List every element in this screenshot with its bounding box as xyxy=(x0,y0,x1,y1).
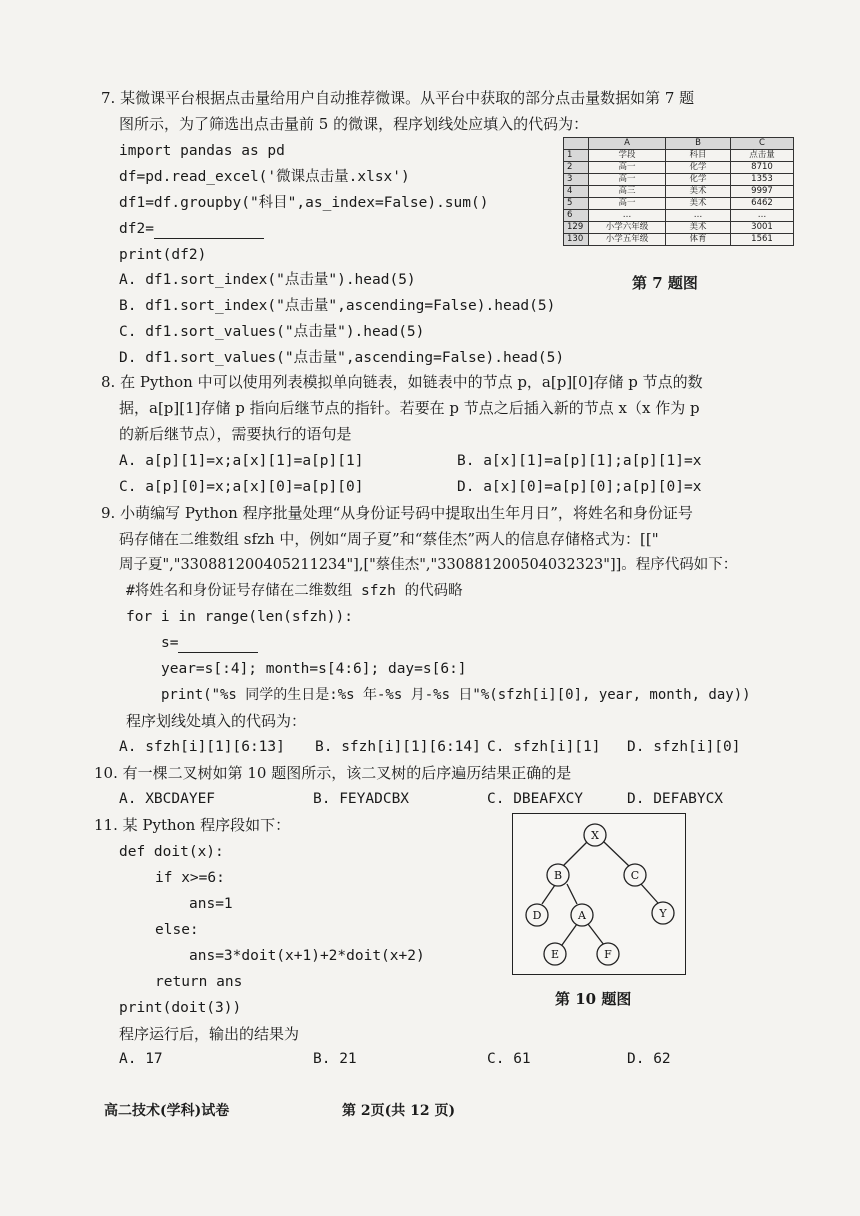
q11-code-if: if x>=6: xyxy=(155,870,225,886)
q10-figure-caption: 第 10 题图 xyxy=(555,990,632,1008)
table-row xyxy=(564,234,794,246)
cell: 美术 xyxy=(666,222,731,234)
row-number: 130 xyxy=(564,234,589,246)
q7-option-d: D. df1.sort_values("点击量",ascending=False).head(5) xyxy=(119,350,565,366)
q11-code-ans1: ans=1 xyxy=(189,896,233,912)
row-number: 1 xyxy=(564,150,589,162)
answer-blank xyxy=(154,222,264,239)
q9-code-for: for i in range(len(sfzh)): xyxy=(126,609,353,625)
q7-option-c: C. df1.sort_values("点击量").head(5) xyxy=(119,324,425,340)
col-header: B xyxy=(666,138,731,150)
q7-code-2: df=pd.read_excel('微课点击量.xlsx') xyxy=(119,169,410,185)
cell: 小学五年级 xyxy=(589,234,666,246)
cell: … xyxy=(666,210,731,222)
q9-option-d: D. sfzh[i][0] xyxy=(627,739,741,755)
q11-code-return: return ans xyxy=(155,974,243,990)
q8-option-c: C. a[p][0]=x;a[x][0]=a[p][0] xyxy=(119,479,364,495)
q10-option-b: B. FEYADCBX xyxy=(313,791,410,807)
q11-prompt: 程序运行后，输出的结果为 xyxy=(119,1025,300,1043)
tree-node-d: D xyxy=(532,909,542,922)
col-header: C xyxy=(731,138,794,150)
row-number: 2 xyxy=(564,162,589,174)
q11-option-d: D. 62 xyxy=(627,1051,671,1067)
table-row xyxy=(564,222,794,234)
q11-code-else: else: xyxy=(155,922,199,938)
q11-code-recursion: ans=3*doit(x+1)+2*doit(x+2) xyxy=(189,948,425,964)
q7-code-5: print(df2) xyxy=(119,247,207,263)
q8-option-d: D. a[x][0]=a[p][0];a[p][0]=x xyxy=(457,479,702,495)
q9-code-comment: #将姓名和身份证号存储在二维数组 sfzh 的代码略 xyxy=(126,583,463,599)
q7-code-3: df1=df.groupby("科目",as_index=False).sum() xyxy=(119,195,489,211)
cell: 化学 xyxy=(666,162,731,174)
q10-line-1: 10. 有一棵二叉树如第 10 题图所示，该二叉树的后序遍历结果正确的是 xyxy=(94,764,572,782)
cell: 6462 xyxy=(731,198,794,210)
answer-blank xyxy=(178,636,258,653)
row-number: 5 xyxy=(564,198,589,210)
table-row xyxy=(564,210,794,222)
cell: 9997 xyxy=(731,186,794,198)
q9-option-b: B. sfzh[i][1][6:14] xyxy=(315,739,481,755)
cell: 学段 xyxy=(589,150,666,162)
q8-line-3: 的新后继节点），需要执行的语句是 xyxy=(119,425,352,443)
row-number: 4 xyxy=(564,186,589,198)
q9-code-assign: s= xyxy=(161,633,258,653)
q10-option-d: D. DEFABYCX xyxy=(627,791,724,807)
cell: 美术 xyxy=(666,198,731,210)
cell: 8710 xyxy=(731,162,794,174)
table-row xyxy=(564,150,794,162)
q11-line-1: 11. 某 Python 程序段如下： xyxy=(94,816,291,834)
binary-tree-diagram xyxy=(513,814,684,973)
col-header: A xyxy=(589,138,666,150)
cell: 小学六年级 xyxy=(589,222,666,234)
q11-option-b: B. 21 xyxy=(313,1051,357,1067)
cell: 1353 xyxy=(731,174,794,186)
q7-code-1: import pandas as pd xyxy=(119,143,285,159)
cell: 点击量 xyxy=(731,150,794,162)
cell: … xyxy=(589,210,666,222)
q7-option-a: A. df1.sort_index("点击量").head(5) xyxy=(119,272,416,288)
corner-cell xyxy=(564,138,589,150)
tree-node-b: B xyxy=(553,869,563,882)
cell: 美术 xyxy=(666,186,731,198)
table-row xyxy=(564,198,794,210)
q10-option-c: C. DBEAFXCY xyxy=(487,791,584,807)
q8-option-a: A. a[p][1]=x;a[x][1]=a[p][1] xyxy=(119,453,364,469)
cell: 高一 xyxy=(589,198,666,210)
cell: … xyxy=(731,210,794,222)
q9-line-2: 码存储在二维数组 sfzh 中，例如“周子夏”和“蔡佳杰”两人的信息存储格式为：[[" xyxy=(119,530,659,548)
cell: 3001 xyxy=(731,222,794,234)
q9-option-a: A. sfzh[i][1][6:13] xyxy=(119,739,285,755)
cell: 化学 xyxy=(666,174,731,186)
cell: 科目 xyxy=(666,150,731,162)
row-number: 129 xyxy=(564,222,589,234)
tree-node-c: C xyxy=(630,869,640,882)
q11-option-a: A. 17 xyxy=(119,1051,163,1067)
spreadsheet-header-row xyxy=(564,138,794,150)
tree-node-f: F xyxy=(604,948,612,961)
q9-option-c: C. sfzh[i][1] xyxy=(487,739,601,755)
q10-binary-tree-figure xyxy=(512,813,686,975)
table-row xyxy=(564,186,794,198)
q7-line-2: 图所示，为了筛选出点击量前 5 的微课，程序划线处应填入的代码为： xyxy=(119,115,589,133)
q11-code-print: print(doit(3)) xyxy=(119,1000,242,1016)
q10-option-a: A. XBCDAYEF xyxy=(119,791,216,807)
q9-code-slices: year=s[:4]; month=s[4:6]; day=s[6:] xyxy=(161,661,467,677)
table-row xyxy=(564,174,794,186)
row-number: 6 xyxy=(564,210,589,222)
q11-code-def: def doit(x): xyxy=(119,844,224,860)
q7-code-4: df2= xyxy=(119,219,264,239)
q9-line-3: 周子夏","330881200405211234"],["蔡佳杰","330881200504032323"]]。程序代码如下： xyxy=(119,557,738,573)
footer-page-number: 第 2页(共 12 页) xyxy=(342,1103,456,1119)
q8-option-b: B. a[x][1]=a[p][1];a[p][1]=x xyxy=(457,453,702,469)
tree-node-a: A xyxy=(578,909,586,922)
tree-node-y: Y xyxy=(659,907,667,920)
q11-option-c: C. 61 xyxy=(487,1051,531,1067)
table-row xyxy=(564,162,794,174)
cell: 高一 xyxy=(589,174,666,186)
cell: 1561 xyxy=(731,234,794,246)
tree-node-e: E xyxy=(550,948,560,961)
footer-exam-title: 高二技术(学科)试卷 xyxy=(104,1103,230,1119)
q8-line-2: 据，a[p][1]存储 p 指向后继节点的指针。若要在 p 节点之后插入新的节点 x（x 作为 p xyxy=(119,399,700,417)
q9-prompt: 程序划线处填入的代码为： xyxy=(126,712,307,730)
tree-node-x: X xyxy=(591,829,599,842)
q9-code-print: print("%s 同学的生日是:%s 年-%s 月-%s 日"%(sfzh[i][0], year, month, day)) xyxy=(161,687,751,703)
cell: 高三 xyxy=(589,186,666,198)
cell: 体育 xyxy=(666,234,731,246)
q8-line-1: 8. 在 Python 中可以使用列表模拟单向链表，如链表中的节点 p，a[p][0]存储 p 节点的数 xyxy=(101,373,703,391)
q9-line-1: 9. 小萌编写 Python 程序批量处理“从身份证号码中提取出生年月日”，将姓名和身份证号 xyxy=(101,504,693,522)
q7-option-b: B. df1.sort_index("点击量",ascending=False).head(5) xyxy=(119,298,556,314)
q7-spreadsheet xyxy=(563,137,794,246)
q7-figure-caption: 第 7 题图 xyxy=(632,274,698,292)
q7-line-1: 7. 某微课平台根据点击量给用户自动推荐微课。从平台中获取的部分点击量数据如第 7 题 xyxy=(101,89,695,107)
row-number: 3 xyxy=(564,174,589,186)
cell: 高一 xyxy=(589,162,666,174)
